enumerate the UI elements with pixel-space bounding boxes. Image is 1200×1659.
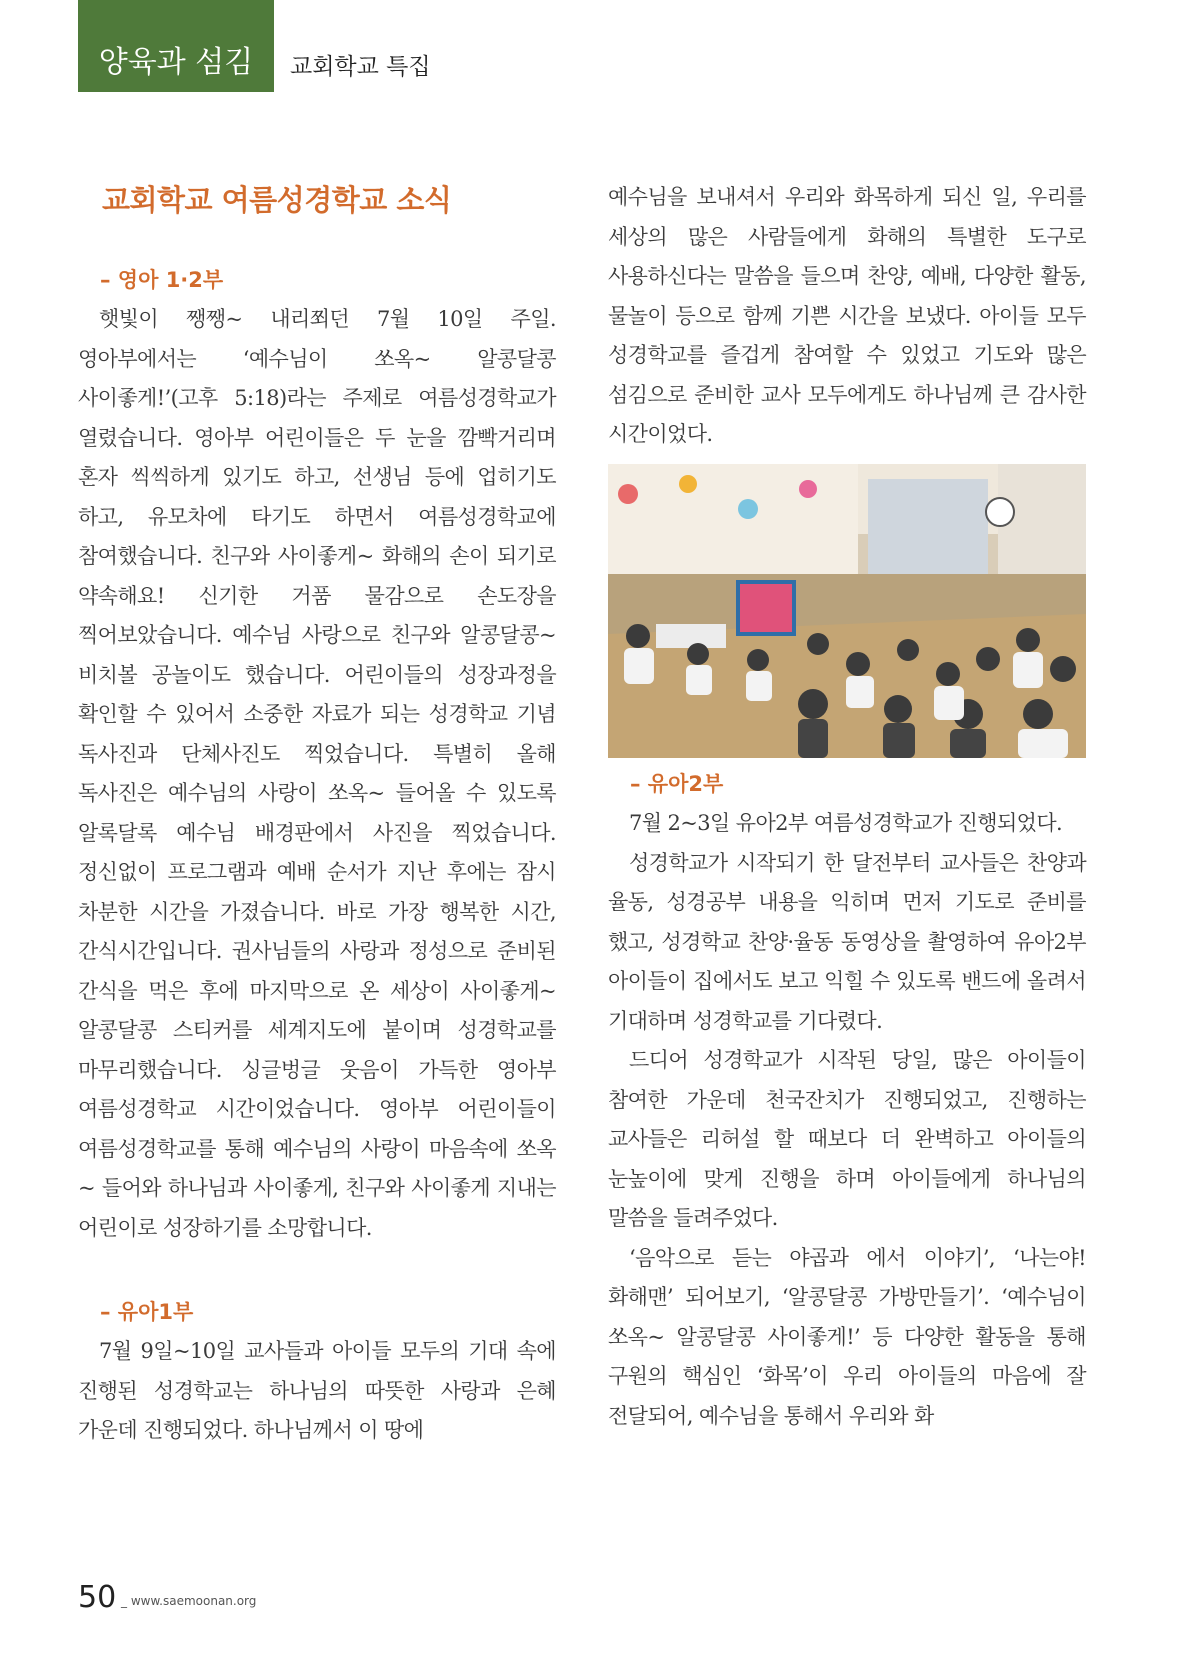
article-title: 교회학교 여름성경학교 소식	[102, 183, 452, 217]
right-column-lower	[608, 764, 1086, 1436]
section-subtitle: 교회학교 특집	[290, 54, 431, 80]
toddler2-paragraph-2: 성경학교가 시작되기 한 달전부터 교사들은 찬양과 율동, 성경공부 내용을 익히며 먼저 기도로 준비를 했고, 성경학교 찬양·율동 동영상을 촬영하여 유아2부 아이들이 집에서도 보고 익힐 수 있도록 밴드에 올려서 기대하며 성경학교를 기다렸다.	[608, 850, 1086, 1033]
toddler1-paragraph: 7월 9일~10일 교사들과 아이들 모두의 기대 속에 진행된 성경학교는 하나님의 따뜻한 사랑과 은혜 가운데 진행되었다. 하나님께서 이 땅에	[78, 1339, 556, 1442]
toddler2-paragraph-1: 7월 2~3일 유아2부 여름성경학교가 진행되었다.	[629, 811, 1063, 835]
left-column	[78, 178, 556, 1451]
toddler2-paragraph-4: ‘음악으로 듣는 야곱과 에서 이야기’, ‘나는야! 화해맨’ 되어보기, ‘알콩달콩 가방만들기’. ‘예수님이 쏘옥~ 알콩달콩 사이좋게!’ 등 다양한 활동을 통해 구원의 핵심인 ‘화목’이 우리 아이들의 마음에 잘 전달되어, 예수님을 통해서 우리와 화	[608, 1245, 1086, 1428]
website-link[interactable]: _ www.saemoonan.org	[121, 1594, 257, 1608]
toddler2-paragraph-3: 드디어 성경학교가 시작된 당일, 많은 아이들이 참여한 가운데 천국잔치가 진행되었고, 진행하는 교사들은 리허설 할 때보다 더 완벽하고 아이들의 눈높이에 맞게 진행을 하며 아이들에게 하나님의 말씀을 들려주었다.	[608, 1048, 1086, 1230]
right-column	[608, 178, 1086, 455]
event-photo	[608, 464, 1086, 758]
page-number: 50	[78, 1580, 117, 1615]
section-heading-toddler2: – 유아2부	[630, 772, 724, 796]
infant-paragraph: 햇빛이 쨍쨍~ 내리쬐던 7월 10일 주일. 영아부에서는 ‘예수님이 쏘옥~ 알콩달콩 사이좋게!’(고후 5:18)라는 주제로 여름성경학교가 열렸습니다. 영아부 어린이들은 두 눈을 깜빡거리며 혼자 씩씩하게 있기도 하고, 선생님 등에 업히기도 하고, 유모차에 타기도 하면서 여름성경학교에 참여했습니다. 친구와 사이좋게~ 화해의 손이 되기로 약속해요! 신기한 거품 물감으로 손도장을 찍어보았습니다. 예수님 사랑으로 친구와 알콩달콩~ 비치볼 공놀이도 했습니다. 어린이들의 성장과정을 확인할 수 있어서 소중한 자료가 되는 성경학교 기념 독사진과 단체사진도 찍었습니다. 특별히 올해 독사진은 예수님의 사랑이 쏘옥~ 들어올 수 있도록 알록달록 예수님 배경판에서 사진을 찍었습니다. 정신없이 프로그램과 예배 순서가 지난 후에는 잠시 차분한 시간을 가졌습니다. 바로 가장 행복한 시간, 간식시간입니다. 권사님들의 사랑과 정성으로 준비된 간식을 먹은 후에 마지막으로 온 세상이 사이좋게~ 알콩달콩 스티커를 세계지도에 붙이며 성경학교를 마무리했습니다. 싱글벙글 웃음이 가득한 영아부 여름성경학교 시간이었습니다. 영아부 어린이들이 여름성경학교를 통해 예수님의 사랑이 마음속에 쏘옥~ 들어와 하나님과 사이좋게, 친구와 사이좋게 지내는 어린이로 성장하기를 소망합니다.	[78, 307, 556, 1240]
toddler1-paragraph-continued: 예수님을 보내셔서 우리와 화목하게 되신 일, 우리를 세상의 많은 사람들에게 화해의 특별한 도구로 사용하신다는 말씀을 들으며 찬양, 예배, 다양한 활동, 물놀이 등으로 함께 기쁜 시간을 보냈다. 아이들 모두 성경학교를 즐겁게 참여할 수 있었고 기도와 많은 섬김으로 준비한 교사 모두에게도 하나님께 큰 감사한 시간이었다.	[608, 185, 1086, 446]
section-tag: 양육과 섬김	[78, 0, 274, 92]
section-heading-toddler1: – 유아1부	[100, 1300, 194, 1324]
section-heading-infant: – 영아 1·2부	[100, 268, 224, 292]
